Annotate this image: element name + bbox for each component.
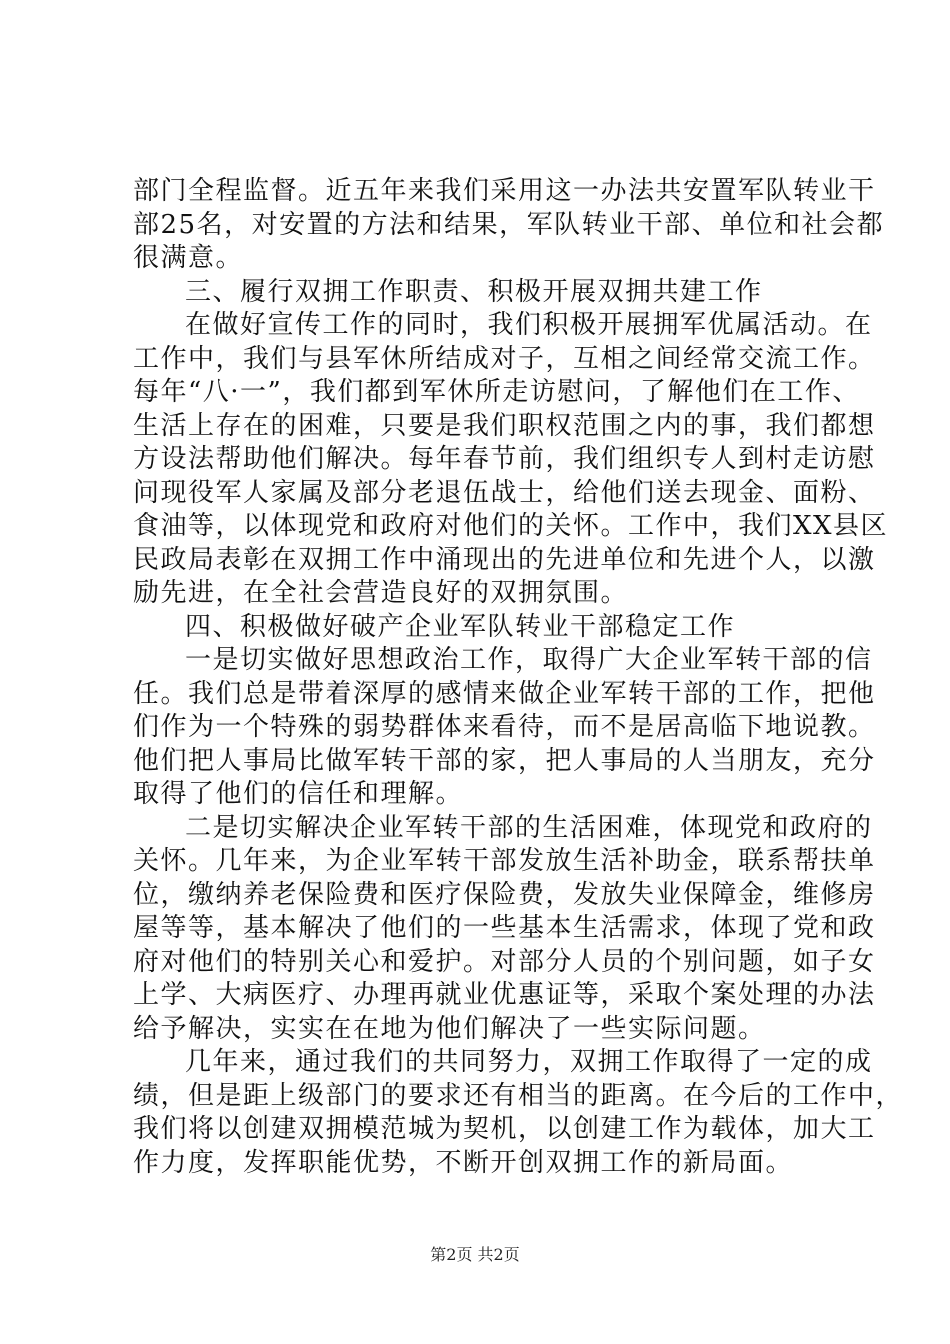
text-line: 三、履行双拥工作职责、积极开展双拥共建工作 [185, 276, 763, 307]
text-line: 位，缴纳养老保险费和医疗保险费，发放失业保障金，维修房 [133, 879, 876, 910]
text-line: 方设法帮助他们解决。每年春节前，我们组织专人到村走访慰 [133, 444, 876, 474]
text-line: 他们把人事局比做军转干部的家，把人事局的人当朋友，充分 [133, 745, 876, 776]
text-line: 上学、大病医疗、办理再就业优惠证等，采取个案处理的办法 [133, 980, 876, 1010]
text-line: 任。我们总是带着深厚的感情来做企业军转干部的工作，把他 [133, 678, 876, 709]
text-line: 们作为一个特殊的弱势群体来看待，而不是居高临下地说教。 [133, 712, 876, 742]
text-line: 励先进，在全社会营造良好的双拥氛围。 [133, 578, 629, 608]
text-line: 问现役军人家属及部分老退伍战士，给他们送去现金、面粉、 [133, 477, 876, 508]
text-line: 四、积极做好破产企业军队转业干部稳定工作 [185, 611, 736, 642]
text-line: 取得了他们的信任和理解。 [133, 779, 464, 809]
text-line: 府对他们的特别关心和爱护。对部分人员的个别问题，如子女 [133, 946, 876, 977]
page-number: 第2页 共2页 [430, 1245, 520, 1264]
text-line: 几年来，通过我们的共同努力，双拥工作取得了一定的成 [185, 1047, 873, 1077]
text-line: 我们将以创建双拥模范城为契机，以创建工作为载体，加大工 [133, 1114, 876, 1144]
text-line: 作力度，发挥职能优势，不断开创双拥工作的新局面。 [133, 1147, 794, 1178]
text-line: 很满意。 [133, 243, 244, 273]
text-line: 在做好宣传工作的同时，我们积极开展拥军优属活动。在 [185, 310, 873, 340]
text-line: 民政局表彰在双拥工作中涌现出的先进单位和先进个人，以激 [133, 544, 876, 575]
document-body [133, 175, 904, 1180]
text-line: 食油等，以体现党和政府对他们的关怀。工作中，我们XX县区 [133, 511, 889, 541]
text-line: 绩，但是距上级部门的要求还有相当的距离。在今后的工作中， [133, 1080, 904, 1111]
text-line: 工作中，我们与县军休所结成对子，互相之间经常交流工作。 [133, 343, 876, 374]
text-line: 部门全程监督。近五年来我们采用这一办法共安置军队转业干 [133, 176, 876, 206]
text-line: 生活上存在的困难，只要是我们职权范围之内的事，我们都想 [133, 410, 876, 441]
text-line: 给予解决，实实在在地为他们解决了一些实际问题。 [133, 1013, 766, 1044]
text-line: 屋等等，基本解决了他们的一些基本生活需求，体现了党和政 [133, 913, 876, 943]
text-line: 二是切实解决企业军转干部的生活困难，体现党和政府的 [185, 812, 873, 843]
text-line: 关怀。几年来，为企业军转干部发放生活补助金，联系帮扶单 [133, 846, 876, 876]
text-line: 一是切实做好思想政治工作，取得广大企业军转干部的信 [185, 645, 873, 675]
text-line: 部25名，对安置的方法和结果，军队转业干部、单位和社会都 [133, 209, 885, 240]
text-line: 每年“八·一”，我们都到军休所走访慰问，了解他们在工作、 [133, 377, 860, 407]
